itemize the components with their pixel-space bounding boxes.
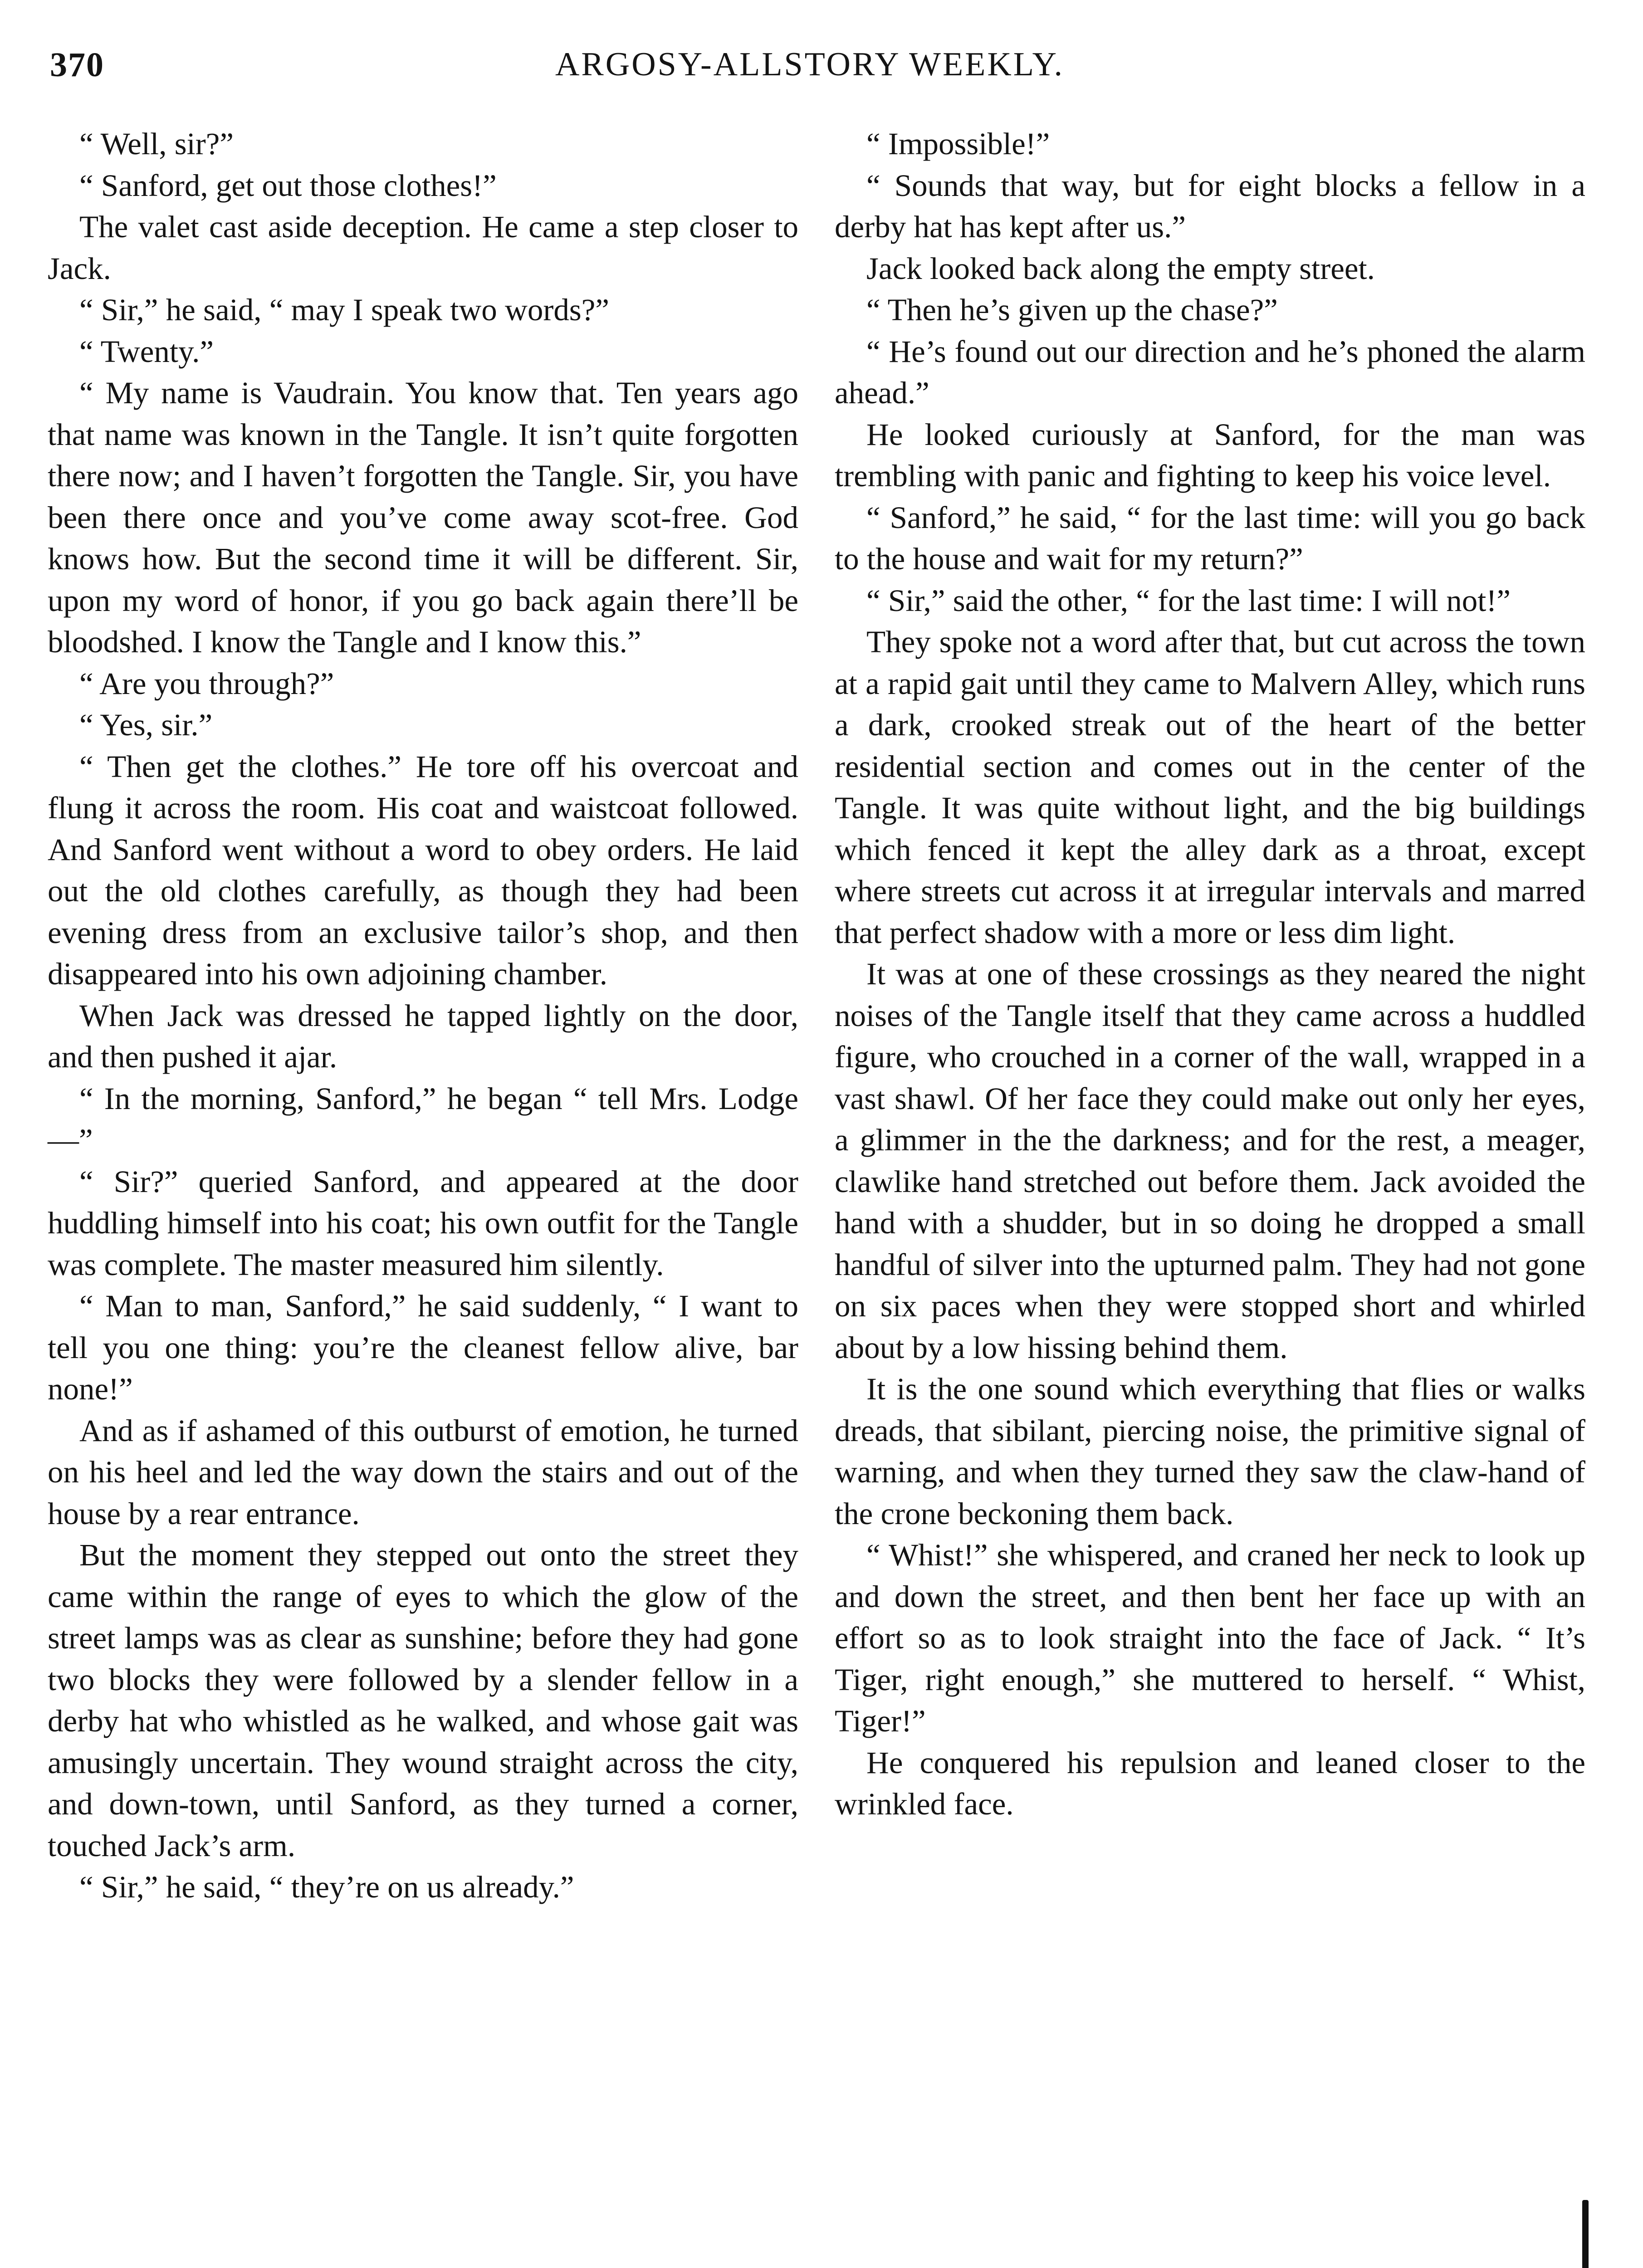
paragraph: “ Whist!” she whispered, and craned her neck to look up and down the street, and then bent her face up with an effort so as to look straight into the face of Jack. “ It’s Tiger, right enough,” she muttered to herself. “ Whist, Tiger!” bbox=[835, 1538, 1585, 1738]
running-head: ARGOSY-ALLSTORY WEEKLY. bbox=[555, 46, 1065, 83]
paragraph: Jack looked back along the empty street. bbox=[866, 251, 1375, 286]
paragraph: It is the one sound which everything that flies or walks dreads, that sibilant, piercing noise, the primitive signal of warning, and when they turned they saw the claw-hand of the crone beckoning them back. bbox=[835, 1372, 1585, 1531]
paragraph: And as if ashamed of this outburst of emotion, he turned on his heel and led the way down the stairs and out of the house by a rear entrance. bbox=[48, 1413, 798, 1531]
paragraph: But the moment they stepped out onto the street they came within the range of eyes to which the glow of the street lamps was as clear as sunshine; before they had gone two blocks they were followed by a slender fellow in a derby hat who whistled as he walked, and whose gait was amusingly uncertain. They wound straight across the city, and down-town, until Sanford, as they turned a corner, touched Jack’s arm. bbox=[48, 1538, 798, 1863]
paragraph: “ Man to man, Sanford,” he said suddenly, “ I want to tell you one thing: you’re the cleanest fellow alive, bar none!” bbox=[48, 1289, 798, 1406]
paragraph: When Jack was dressed he tapped lightly on the door, and then pushed it ajar. bbox=[48, 998, 798, 1074]
paragraph: He conquered his repulsion and leaned closer to the wrinkled face. bbox=[835, 1745, 1585, 1821]
right-column bbox=[835, 123, 1585, 1825]
paragraph: “ Sir?” queried Sanford, and appeared at the door huddling himself into his coat; his own outfit for the Tangle was complete. The master measured him silently. bbox=[48, 1164, 798, 1282]
page-number: 370 bbox=[50, 46, 104, 84]
paragraph: “ Sanford,” he said, “ for the last time: will you go back to the house and wait for my return?” bbox=[835, 500, 1585, 576]
paragraph: “ Sir,” he said, “ may I speak two words?” bbox=[79, 293, 609, 327]
paragraph: They spoke not a word after that, but cut across the town at a rapid gait until they came to Malvern Alley, which runs a dark, crooked streak out of the heart of the better residential section and comes out in the center of the Tangle. It was quite without light, and the big buildings which fenced it kept the alley dark as a throat, except where streets cut across it at irregular intervals and marred that perfect shadow with a more or less dim light. bbox=[835, 625, 1585, 950]
paragraph: The valet cast aside deception. He came a step closer to Jack. bbox=[48, 210, 798, 286]
paragraph: “ Twenty.” bbox=[79, 334, 214, 369]
paragraph: “ Impossible!” bbox=[866, 127, 1050, 161]
paragraph: “ In the morning, Sanford,” he began “ tell Mrs. Lodge—” bbox=[48, 1081, 798, 1157]
paragraph: “ Yes, sir.” bbox=[79, 708, 213, 742]
paragraph: “ Are you through?” bbox=[79, 666, 334, 701]
paragraph: “ Sir,” said the other, “ for the last time: I will not!” bbox=[866, 583, 1511, 618]
margin-ink-mark bbox=[1582, 2200, 1589, 2268]
left-column bbox=[48, 123, 798, 1908]
paragraph: “ Sounds that way, but for eight blocks a fellow in a derby hat has kept after us.” bbox=[835, 168, 1585, 244]
paragraph: “ Sanford, get out those clothes!” bbox=[79, 168, 497, 203]
paragraph: “ My name is Vaudrain. You know that. Ten years ago that name was known in the Tangle. It isn’t quite forgotten there now; and I haven’t forgotten the Tangle. Sir, you have been there once and you’ve come away scot-free. God knows how. But the second time it will be different. Sir, upon my word of honor, if you go back again there’ll be bloodshed. I know the Tangle and I know this.” bbox=[48, 376, 798, 659]
paragraph: “ Then he’s given up the chase?” bbox=[866, 293, 1278, 327]
paragraph: He looked curiously at Sanford, for the man was trembling with panic and fighting to keep his voice level. bbox=[835, 417, 1585, 493]
paragraph: “ Then get the clothes.” He tore off his overcoat and flung it across the room. His coat and waistcoat followed. And Sanford went without a word to obey orders. He laid out the old clothes carefully, as though they had been evening dress from an exclusive tailor’s shop, and then disappeared into his own adjoining chamber. bbox=[48, 749, 798, 991]
paragraph: “ Well, sir?” bbox=[79, 127, 234, 161]
page-header bbox=[50, 45, 1570, 95]
paragraph: It was at one of these crossings as they neared the night noises of the Tangle itself that they came across a huddled figure, who crouched in a corner of the wall, wrapped in a vast shawl. Of her face they could make out only her eyes, a glimmer in the the darkness; and for the rest, a meager, clawlike hand stretched out before them. Jack avoided the hand with a shudder, but in so doing he dropped a small handful of silver into the upturned palm. They had not gone on six paces when they were stopped short and whirled about by a low hissing behind them. bbox=[835, 957, 1585, 1365]
paragraph: “ Sir,” he said, “ they’re on us already.” bbox=[79, 1870, 574, 1904]
paragraph: “ He’s found out our direction and he’s phoned the alarm ahead.” bbox=[835, 334, 1585, 410]
